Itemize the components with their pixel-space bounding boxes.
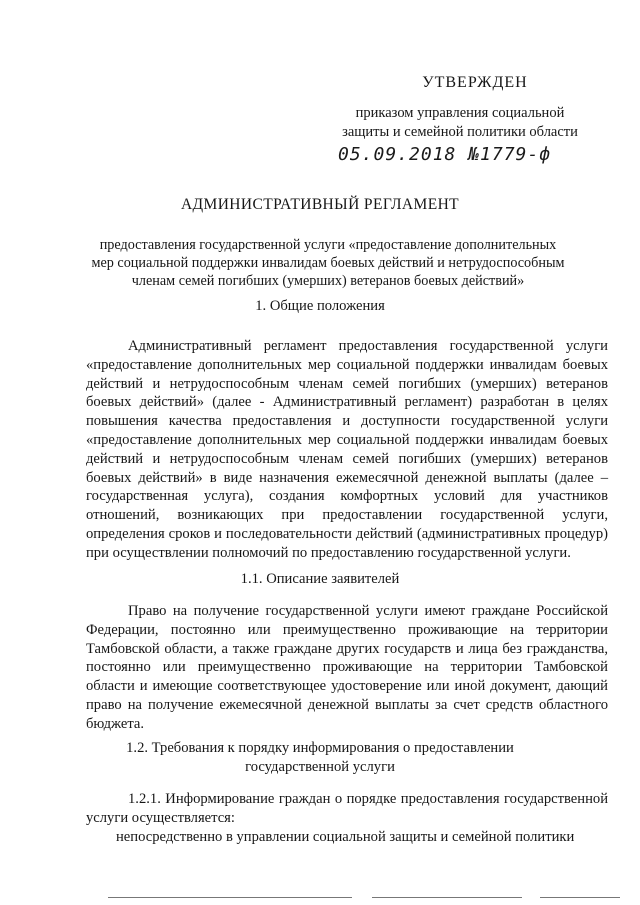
paragraph-general: Административный регламент предоставления государственной услуги «предоставление дополнительных мер социальной поддержки инвалидам боевых действий и нетрудоспособным членам семей погибших (умерших) ветеранов боевых действий» (далее - Административный регламент) разработан в целях повышения качества предоставления и доступности государственной услуги «предоставление дополнительных мер социальной поддержки инвалидам боевых действий и нетрудоспособным членам семей погибших (умерших) ветеранов боевых действий» в виде назначения ежемесячной денежной выплаты (далее – государственная услуга), создания комфортных условий для участников отношений, возникающих при предоставлении государственной услуги, определения сроков и последовательности действий (административных процедур) при осуществлении полномочий по предоставлению государственной услуги. <box>86 338 608 561</box>
paragraph-info: 1.2.1. Информирование граждан о порядке предоставления государственной услуги осуществляется: <box>86 791 608 826</box>
section-heading-applicants: 1.1. Описание заявителей <box>240 571 400 587</box>
paragraph-applicants: Право на получение государственной услуги имеют граждане Российской Федерации, постоянно или преимущественно проживающие на территории Тамбовской области, а также граждане других государств и лица без гражданства, постоянно или преимущественно проживающие на территории Тамбовской области и имеющие соответствующее удостоверение или иной документ, дающий право на получение ежемесячной денежной выплаты за счет средств областного бюджета. <box>86 603 608 732</box>
section-heading-info-line2: государственной услуги <box>245 759 395 775</box>
approval-line-2: защиты и семейной политики области <box>342 124 578 140</box>
document-subtitle: предоставления государственной услуги «предоставление дополнительных мер социальной поддержки инвалидам боевых действий и нетрудоспособным членам семей погибших (умерших) ветеранов боевых действий» <box>91 237 565 289</box>
approval-stamp-block <box>330 74 590 165</box>
approval-heading: УТВЕРЖДЕН <box>422 74 528 91</box>
document-title: АДМИНИСТРАТИВНЫЙ РЕГЛАМЕНТ <box>180 196 460 213</box>
footer-divider-right <box>540 897 620 898</box>
handwritten-date-number: 05.09.2018 №1779-ф <box>338 144 552 165</box>
section-heading-info-line1: 1.2. Требования к порядку информирования о предоставлении <box>126 740 514 756</box>
footer-divider-middle <box>372 897 522 898</box>
section-heading-general: 1. Общие положения <box>255 298 385 314</box>
footer-divider-left <box>108 897 352 898</box>
approval-line-1: приказом управления социальной <box>355 105 565 121</box>
paragraph-info-continued: непосредственно в управлении социальной защиты и семейной политики <box>116 829 575 845</box>
